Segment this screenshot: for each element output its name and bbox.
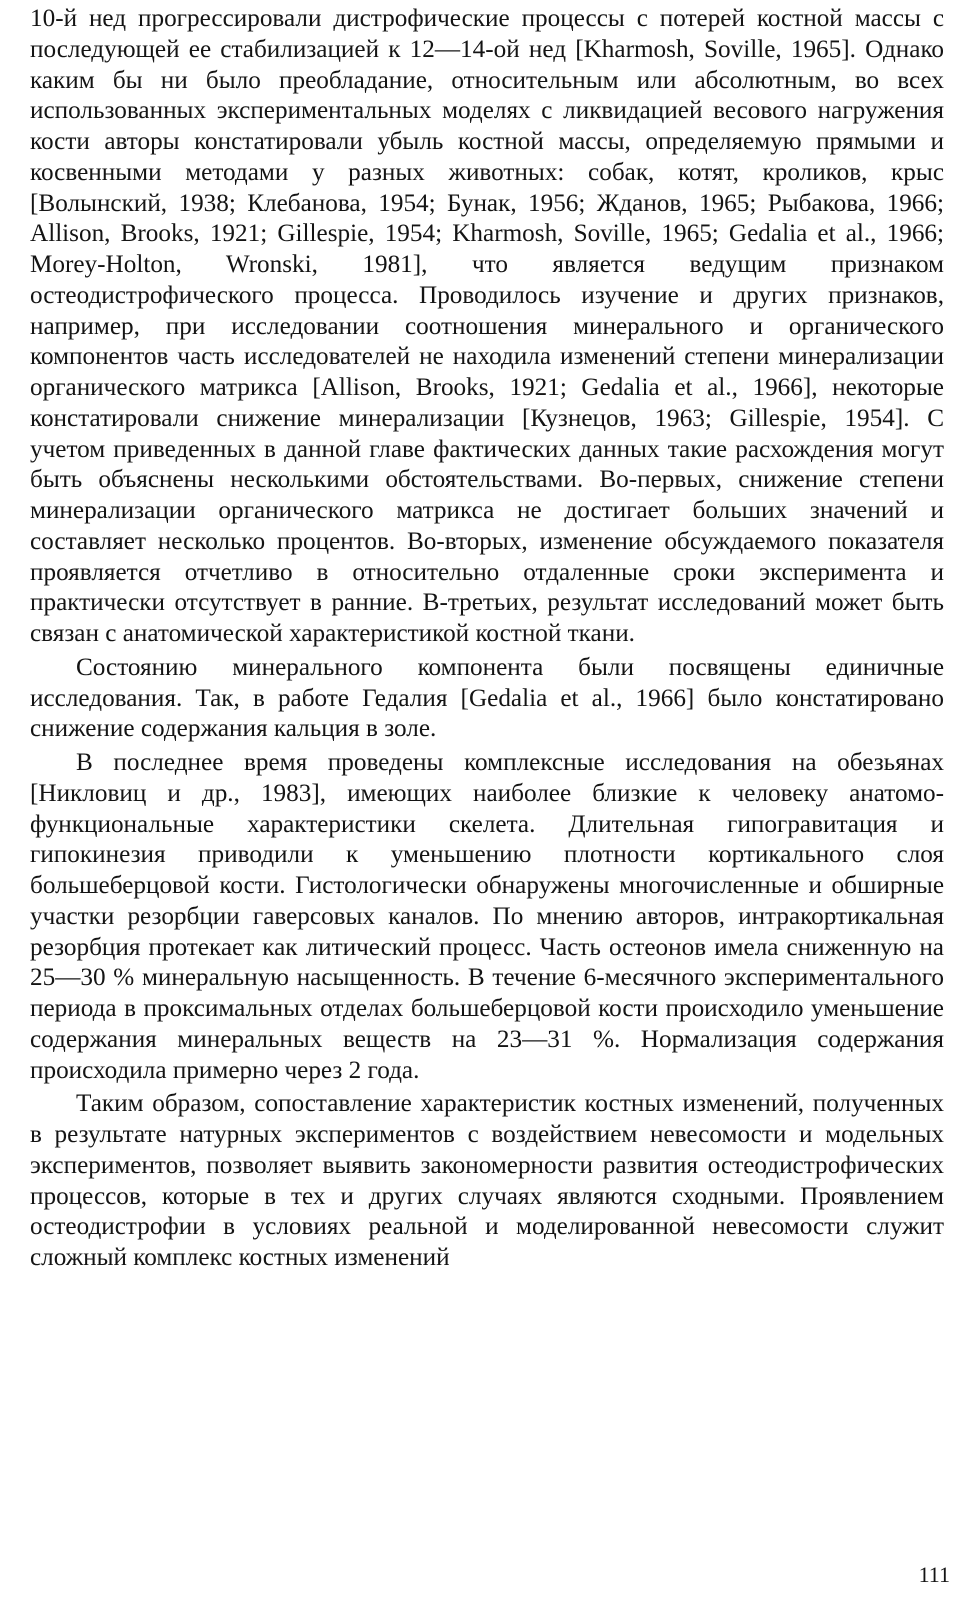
paragraph-3: В последнее время проведены комплексные исследования на обезьянах [Никловиц и др., 1983], имеющих наиболее близкие к человеку анатомо-функциональные характеристики скелета. Длительная гипогравитация и гипокинезия приводили к уменьшению плотности кортикального слоя большеберцовой кости. Гистологически обнаружены многочисленные и обширные участки резорбции гаверсовых каналов. По мнению авторов, интракортикальная резорбция протекает как литический процесс. Часть остеонов имела сниженную на 25—30 % минеральную насыщенность. В течение 6-месячного экспериментального периода в проксимальных отделах большеберцовой кости происходило уменьшение содержания минеральных веществ на 23—31 %. Нормализация содержания происходила примерно через 2 года. xyxy=(30,749,944,1084)
paragraph-4: Таким образом, сопоставление характеристик костных изменений, полученных в результате натурных экспериментов с воздействием невесомости и модельных экспериментов, позволяет выявить закономерности развития остеодистрофических процессов, которые в тех и других случаях являются сходными. Проявлением остеодистрофии в условиях реальной и моделированной невесомости служит сложный комплекс костных изменений xyxy=(30,1090,944,1271)
paragraph-1: 10-й нед прогрессировали дистрофические процессы с потерей костной массы с последующей ее стабилизацией к 12—14-ой нед [Kharmosh, Soville, 1965]. Однако каким бы ни было преобладание, относительным или абсолютным, во всех использованных экспериментальных моделях с ликвидацией весового нагружения кости авторы констатировали убыль костной массы, определяемую прямыми и косвенными методами у разных животных: собак, котят, кроликов, крыс [Волынский, 1938; Клебанова, 1954; Бунак, 1956; Жданов, 1965; Рыбакова, 1966; Allison, Brooks, 1921; Gillespie, 1954; Kharmosh, Soville, 1965; Gedalia et al., 1966; Morey-Holton, Wronski, 1981], что является ведущим признаком остеодистрофического процесса. Проводилось изучение и других признаков, например, при исследовании соотношения минерального и органического компонентов часть исследователей не находила изменений степени минерализации органического матрикса [Allison, Brooks, 1921; Gedalia et al., 1966], некоторые констатировали снижение минерализации [Кузнецов, 1963; Gillespie, 1954]. С учетом приведенных в данной главе фактических данных такие расхождения могут быть объяснены несколькими обстоятельствами. Во-первых, снижение степени минерализации органического матрикса не достигает больших значений и составляет несколько процентов. Во-вторых, изменение обсуждаемого показателя проявляется отчетливо в относительно отдаленные сроки эксперимента и практически отсутствует в ранние. В-третьих, результат исследований может быть связан с анатомической характеристикой костной ткани. xyxy=(30,5,944,647)
document-page xyxy=(30,4,944,1274)
paragraph-2: Состоянию минерального компонента были посвящены единичные исследования. Так, в работе Гедалия [Gedalia et al., 1966] было констатировано снижение содержания кальция в золе. xyxy=(30,653,944,743)
page-number: 111 xyxy=(918,1562,950,1587)
